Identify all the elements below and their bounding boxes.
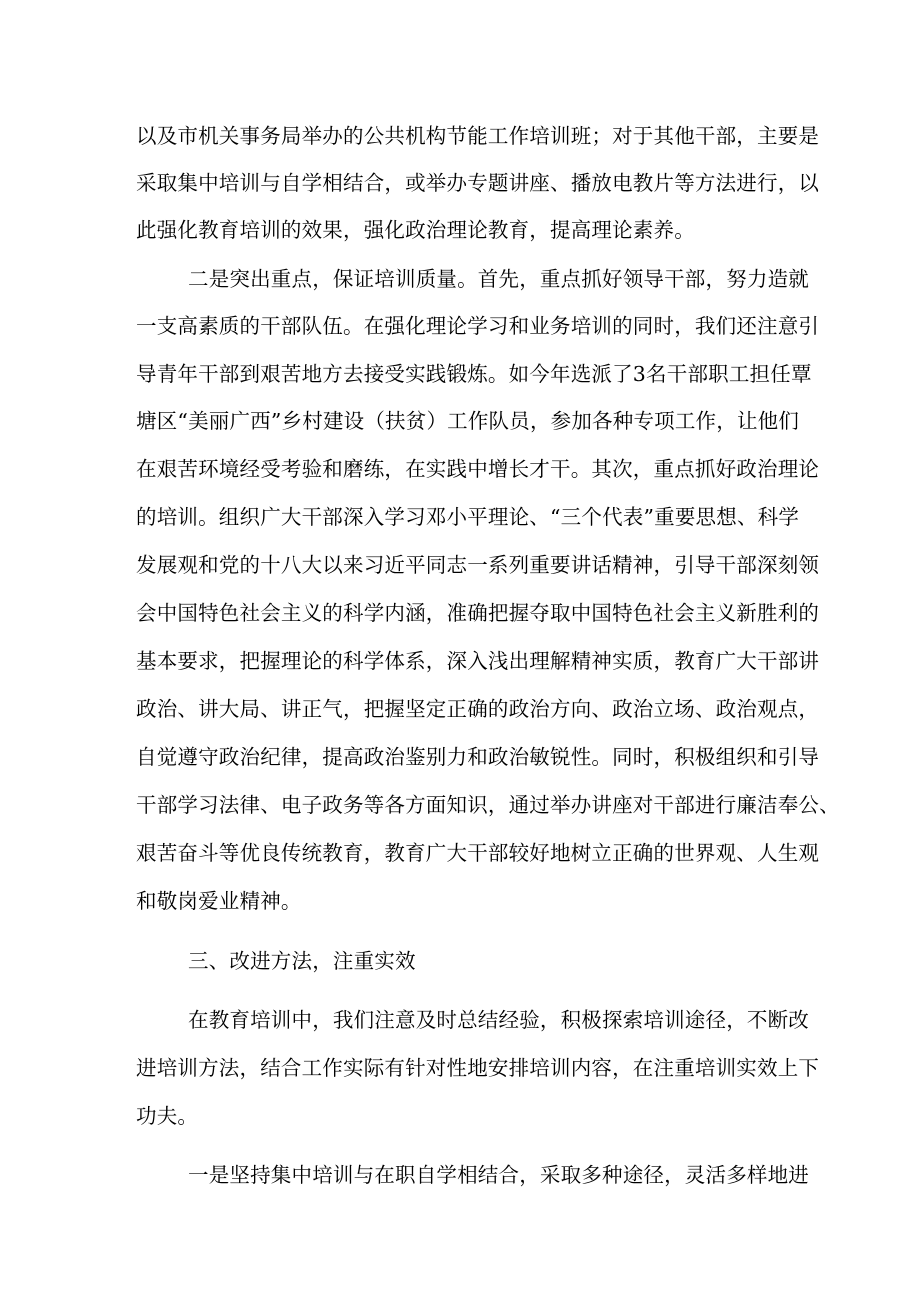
text-line: 进培训方法，结合工作实际有针对性地安排培训内容，在注重培训实效上下 <box>136 1056 820 1080</box>
text-line: 会中国特色社会主义的科学内涵，准确把握夺取中国特色社会主义新胜利的 <box>136 601 820 625</box>
text-line: 一支高素质的干部队伍。在强化理论学习和业务培训的同时，我们还注意引 <box>136 314 820 338</box>
section-heading: 三、改进方法，注重实效 <box>188 949 416 973</box>
paragraph-first-line: 在教育培训中，我们注意及时总结经验，积极探索培训途径，不断改 <box>188 1008 809 1032</box>
text-line: 干部学习法律、电子政务等各方面知识，通过举办讲座对干部进行廉洁奉公、 <box>136 793 840 817</box>
text-line: 的培训。组织广大干部深入学习邓小平理论、“三个代表”重要思想、科学 <box>136 505 800 529</box>
text-line: 艰苦奋斗等优良传统教育，教育广大干部较好地树立正确的世界观、人生观 <box>136 841 820 865</box>
text-line: 基本要求，把握理论的科学体系，深入浅出理解精神实质，教育广大干部讲 <box>136 649 820 673</box>
text-line: 发展观和党的十八大以来习近平同志一系列重要讲话精神，引导干部深刻领 <box>136 553 820 577</box>
text-line: 此强化教育培训的效果，强化政治理论教育，提高理论素养。 <box>136 218 695 242</box>
text-line: 导青年干部到艰苦地方去接受实践锻炼。如今年选派了3名干部职工担任覃 <box>136 362 812 386</box>
text-line: 以及市机关事务局举办的公共机构节能工作培训班；对于其他干部，主要是 <box>136 124 820 148</box>
paragraph-first-line: 二是突出重点，保证培训质量。首先，重点抓好领导干部，努力造就 <box>188 267 809 291</box>
text-line: 在艰苦环境经受考验和磨练，在实践中增长才干。其次，重点抓好政治理论 <box>136 457 820 481</box>
text-line: 自觉遵守政治纪律，提高政治鉴别力和政治敏锐性。同时，积极组织和引导 <box>136 745 820 769</box>
text-line: 政治、讲大局、讲正气，把握坚定正确的政治方向、政治立场、政治观点， <box>136 697 820 721</box>
paragraph-first-line: 一是坚持集中培训与在职自学相结合，采取多种途径，灵活多样地进 <box>188 1163 809 1187</box>
text-line: 塘区“美丽广西”乡村建设（扶贫）工作队员，参加各种专项工作，让他们 <box>136 409 800 433</box>
text-line: 功夫。 <box>136 1104 199 1128</box>
text-line: 采取集中培训与自学相结合，或举办专题讲座、播放电教片等方法进行，以 <box>136 171 820 195</box>
text-line: 和敬岗爱业精神。 <box>136 889 302 913</box>
